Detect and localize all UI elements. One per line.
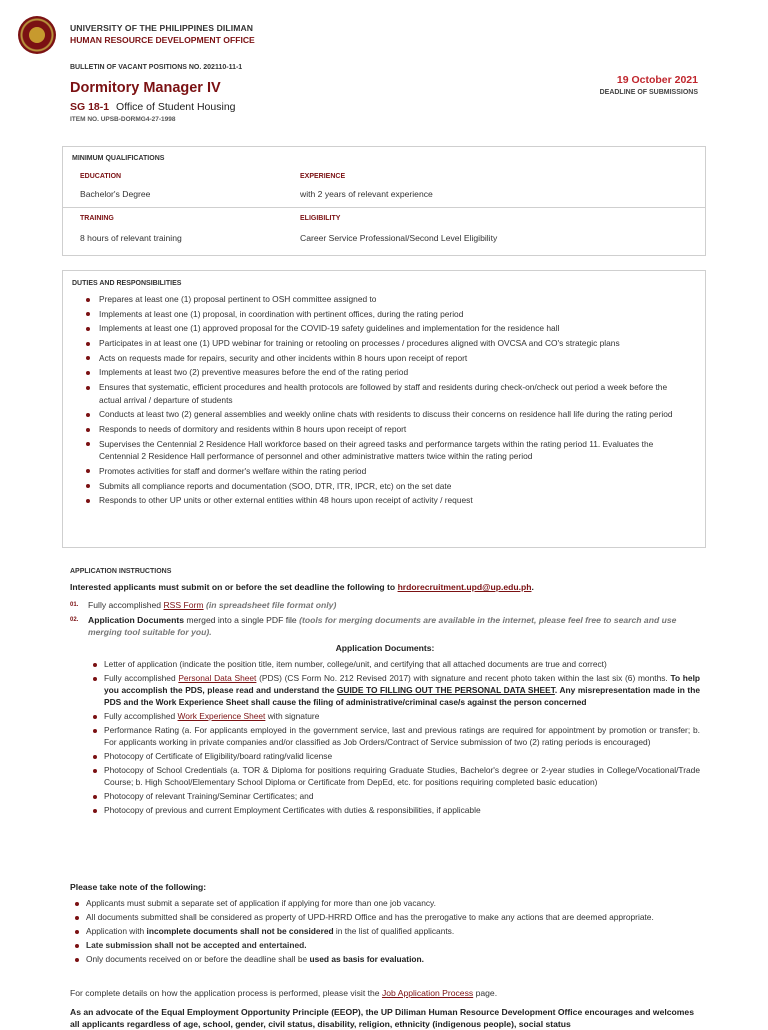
unit-name: Office of Student Housing xyxy=(116,101,236,113)
duty-item: Ensures that systematic, efficient procedures and health protocols are followed by staff and residents during check-on/check out period a week before the actual arrival / departure of students xyxy=(83,381,683,406)
education-value: Bachelor's Degree xyxy=(80,189,151,199)
list-item: Photocopy of Certificate of Eligibility/board rating/valid license xyxy=(90,750,700,762)
step-application-documents xyxy=(88,614,700,638)
training-label: TRAINING xyxy=(80,215,114,222)
salary-grade: SG 18-1 xyxy=(70,101,110,113)
step2-text: merged into a single PDF file xyxy=(183,615,300,625)
item-number: ITEM NO. UPSB-DORMG4-27-1998 xyxy=(70,116,176,123)
list-item: Photocopy of relevant Training/Seminar Certificates; and xyxy=(90,790,700,802)
duties-box xyxy=(62,270,706,548)
salary-grade-line xyxy=(70,101,236,113)
list-item: Applicants must submit a separate set of application if applying for more than one job vacancy. xyxy=(72,897,700,909)
list-item: Late submission shall not be accepted and entertained. xyxy=(72,939,700,951)
note3-text: Application with xyxy=(86,926,147,936)
doc2-bold: To help you accomplish the PDS, please read and understand the xyxy=(104,673,701,695)
application-heading: APPLICATION INSTRUCTIONS xyxy=(70,568,172,575)
deadline-label: DEADLINE OF SUBMISSIONS xyxy=(599,89,698,96)
step-number: 01. xyxy=(70,602,79,608)
experience-label: EXPERIENCE xyxy=(300,173,346,180)
list-item xyxy=(90,710,700,722)
work-experience-sheet-link[interactable]: Work Experience Sheet xyxy=(177,711,266,721)
deadline-date: 19 October 2021 xyxy=(616,74,698,86)
list-item: Performance Rating (a. For applicants employed in the government service, last and previous ratings are required for appointment by promotion or transfer; b. For applicants working in private companies and/or classified as Job Orders/Contract of Service submission of two (2) rating periods is encouraged) xyxy=(90,724,700,748)
note5-text: Only documents received on or before the deadline shall be xyxy=(86,954,310,964)
list-item xyxy=(72,953,700,965)
doc2-bold-b: . Any misrepresentation made in the PDS and the Work Experience Sheet shall cause the filing of administrative/criminal case/s against the person concerned xyxy=(104,685,700,707)
notes-list xyxy=(72,897,700,967)
qualifications-heading: MINIMUM QUALIFICATIONS xyxy=(72,155,165,162)
page-header xyxy=(18,16,758,56)
office-name: HUMAN RESOURCE DEVELOPMENT OFFICE xyxy=(70,35,255,45)
duty-item: Responds to needs of dormitory and residents within 8 hours upon receipt of report xyxy=(83,423,683,436)
note3-bold: incomplete documents shall not be considered xyxy=(146,926,334,936)
application-intro-text: Interested applicants must submit on or before the set deadline the following to xyxy=(70,582,398,592)
application-intro-end: . xyxy=(531,582,534,592)
step1-text: Fully accomplished xyxy=(88,600,164,610)
step-rss-form xyxy=(88,599,700,611)
details-text-end: page. xyxy=(473,988,498,998)
details-text: For complete details on how the application process is performed, please visit the xyxy=(70,988,382,998)
experience-value: with 2 years of relevant experience xyxy=(300,189,433,199)
process-details xyxy=(70,988,700,998)
list-item: Photocopy of previous and current Employment Certificates with duties & responsibilities, if applicable xyxy=(90,804,700,816)
qualifications-box xyxy=(62,146,706,256)
list-item: Letter of application (indicate the position title, item number, college/unit, and certifying that all attached documents are true and correct) xyxy=(90,658,700,670)
up-seal-icon xyxy=(18,16,56,54)
duty-item: Supervises the Centennial 2 Residence Hall workforce based on their agreed tasks and performance targets within the rating period 11. Evaluates the Centennial 2 Residence Hall performance of personnel and other administrative matters twice within the rating period xyxy=(83,438,683,463)
duty-item: Submits all compliance reports and documentation (SOO, DTR, ITR, IPCR, etc) on the set date xyxy=(83,480,683,493)
note3-text-b: in the list of qualified applicants. xyxy=(333,926,455,936)
duty-item: Acts on requests made for repairs, security and other incidents within 8 hours upon receipt of report xyxy=(83,352,683,365)
bulletin-number: BULLETIN OF VACANT POSITIONS NO. 202110-11-1 xyxy=(70,64,243,71)
doc3-text: Fully accomplished xyxy=(104,711,178,721)
duty-item: Implements at least two (2) preventive measures before the end of the rating period xyxy=(83,366,683,379)
position-title: Dormitory Manager IV xyxy=(70,80,221,96)
qualifications-divider xyxy=(63,207,705,208)
education-label: EDUCATION xyxy=(80,173,122,180)
job-application-process-link[interactable]: Job Application Process xyxy=(381,988,474,998)
step2-note: (tools for merging documents are available in the internet, please feel free to search and use merging tool suitable for you). xyxy=(88,615,677,637)
recruitment-email-link[interactable]: hrdorecruitment.upd@up.edu.ph xyxy=(397,582,532,592)
eeop-statement: As an advocate of the Equal Employment Opportunity Principle (EEOP), the UP Diliman Human Resource Development Office encourages and welcomes all applicants regardless of age, school, gender, civil status, disability, religion, ethnicity (indigenous people), social status xyxy=(70,1007,694,1029)
university-name: UNIVERSITY OF THE PHILIPPINES DILIMAN xyxy=(70,23,254,33)
application-documents-list xyxy=(90,658,700,818)
duty-item: Promotes activities for staff and dormer's welfare within the rating period xyxy=(83,465,683,478)
duty-item: Responds to other UP units or other external entities within 48 hours upon receipt of activity / request xyxy=(83,494,683,507)
duty-item: Participates in at least one (1) UPD webinar for training or retooling on processes / procedures aligned with OVCSA and CO's strategic plans xyxy=(83,337,683,350)
doc2-text: Fully accomplished xyxy=(104,673,179,683)
list-item: All documents submitted shall be considered as property of UPD-HRRD Office and has the prerogative to make any actions that are deemed appropriate. xyxy=(72,911,700,923)
duty-item: Conducts at least two (2) general assemblies and weekly online chats with residents to discuss their concerns on residence hall life during the rating period xyxy=(83,408,683,421)
application-documents-heading: Application Documents: xyxy=(335,643,435,653)
doc3-text-b: with signature xyxy=(265,711,320,721)
duties-list xyxy=(83,293,683,509)
list-item: Photocopy of School Credentials (a. TOR & Diploma for positions requiring Graduate Studies, Bachelor's degree or 2-year studies in College/Vocational/Trade Course; b. High School/Elementary School Diploma or Certificate from DepEd, etc. for positions requiring completed basic education) xyxy=(90,764,700,788)
notes-heading: Please take note of the following: xyxy=(70,882,207,892)
step2-bold: Application Documents xyxy=(88,615,184,625)
doc2-text-b: (PDS) (CS Form No. 212 Revised 2017) with signature and recent photo taken within the last six (6) months. xyxy=(256,673,671,683)
eligibility-label: ELIGIBILITY xyxy=(300,215,341,222)
duty-item: Implements at least one (1) proposal, in coordination with pertinent offices, during the rating period xyxy=(83,308,683,321)
list-item xyxy=(90,672,700,708)
application-intro xyxy=(70,582,700,592)
step1-note: (in spreadsheet file format only) xyxy=(203,600,337,610)
duties-heading: DUTIES AND RESPONSIBILITIES xyxy=(72,280,182,287)
eligibility-value: Career Service Professional/Second Level Eligibility xyxy=(300,233,498,243)
duty-item: Implements at least one (1) approved proposal for the COVID-19 safety guidelines and implementation for the residence hall xyxy=(83,322,683,335)
step-number: 02. xyxy=(70,617,79,623)
training-value: 8 hours of relevant training xyxy=(80,233,182,243)
duty-item: Prepares at least one (1) proposal pertinent to OSH committee assigned to xyxy=(83,293,683,306)
pds-guide-link[interactable]: GUIDE TO FILLING OUT THE PERSONAL DATA SHEET xyxy=(336,685,555,695)
rss-form-link[interactable]: RSS Form xyxy=(163,600,204,610)
note5-bold: used as basis for evaluation. xyxy=(309,954,424,964)
personal-data-sheet-link[interactable]: Personal Data Sheet xyxy=(178,673,257,683)
list-item xyxy=(72,925,700,937)
